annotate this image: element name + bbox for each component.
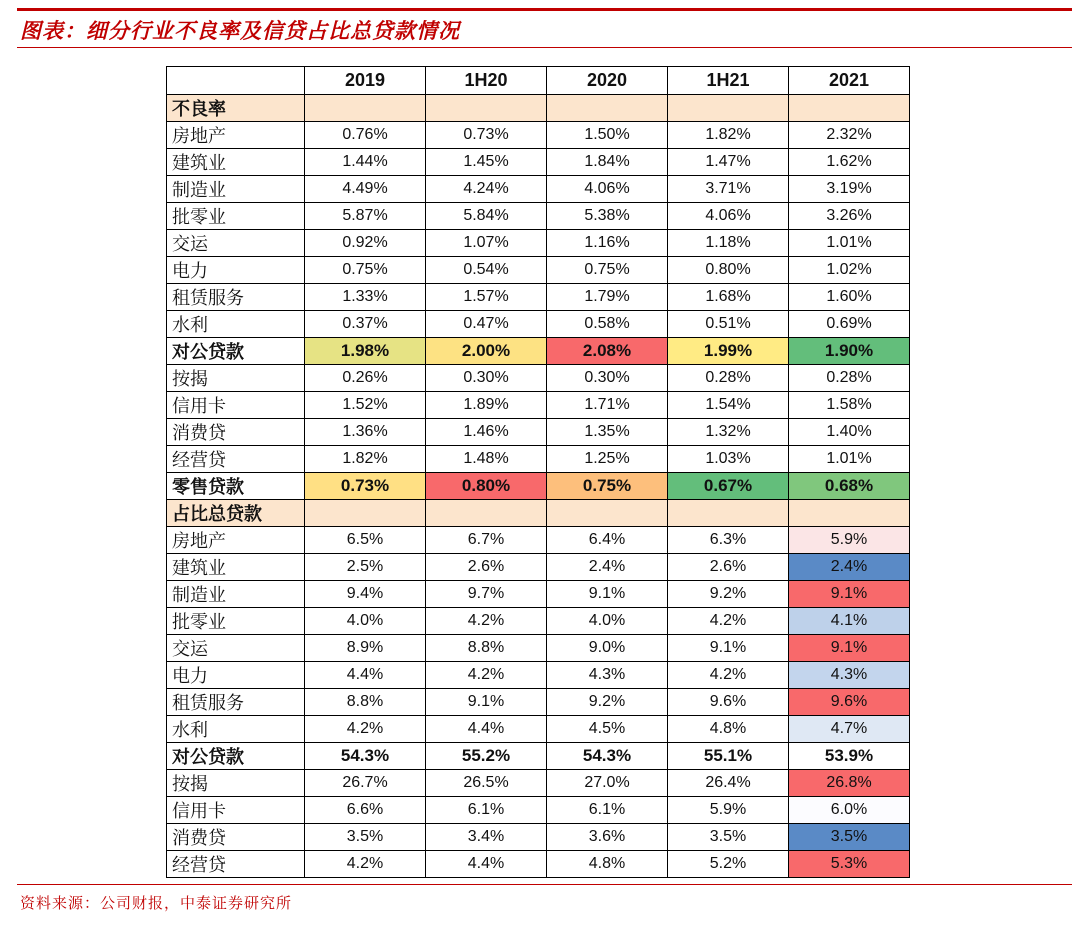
section-empty-cell bbox=[789, 95, 910, 122]
value-cell: 27.0% bbox=[547, 770, 668, 797]
value-cell: 4.06% bbox=[547, 176, 668, 203]
value-cell: 9.2% bbox=[668, 581, 789, 608]
value-cell: 3.5% bbox=[789, 824, 910, 851]
value-cell: 4.2% bbox=[305, 716, 426, 743]
value-cell: 4.49% bbox=[305, 176, 426, 203]
row-label: 批零业 bbox=[167, 608, 305, 635]
table-row bbox=[167, 176, 910, 203]
value-cell: 0.75% bbox=[547, 473, 668, 500]
value-cell: 1.44% bbox=[305, 149, 426, 176]
row-label: 零售贷款 bbox=[167, 473, 305, 500]
value-cell: 8.8% bbox=[426, 635, 547, 662]
table-row bbox=[167, 770, 910, 797]
row-label: 批零业 bbox=[167, 203, 305, 230]
table-row bbox=[167, 338, 910, 365]
bottom-rule bbox=[17, 884, 1072, 885]
value-cell: 5.38% bbox=[547, 203, 668, 230]
value-cell: 53.9% bbox=[789, 743, 910, 770]
value-cell: 1.36% bbox=[305, 419, 426, 446]
row-label: 租赁服务 bbox=[167, 284, 305, 311]
row-label: 水利 bbox=[167, 716, 305, 743]
row-label: 交运 bbox=[167, 635, 305, 662]
row-label: 电力 bbox=[167, 257, 305, 284]
table-row bbox=[167, 203, 910, 230]
value-cell: 8.8% bbox=[305, 689, 426, 716]
value-cell: 3.71% bbox=[668, 176, 789, 203]
value-cell: 9.1% bbox=[668, 635, 789, 662]
value-cell: 3.5% bbox=[668, 824, 789, 851]
value-cell: 55.2% bbox=[426, 743, 547, 770]
value-cell: 0.73% bbox=[426, 122, 547, 149]
value-cell: 5.87% bbox=[305, 203, 426, 230]
column-header: 2020 bbox=[547, 67, 668, 95]
section-header-row bbox=[167, 95, 910, 122]
value-cell: 9.1% bbox=[547, 581, 668, 608]
top-rule bbox=[17, 8, 1072, 11]
section-empty-cell bbox=[547, 500, 668, 527]
value-cell: 1.47% bbox=[668, 149, 789, 176]
value-cell: 3.26% bbox=[789, 203, 910, 230]
value-cell: 5.9% bbox=[789, 527, 910, 554]
value-cell: 5.84% bbox=[426, 203, 547, 230]
table-row bbox=[167, 257, 910, 284]
value-cell: 4.5% bbox=[547, 716, 668, 743]
value-cell: 4.2% bbox=[426, 608, 547, 635]
table-row bbox=[167, 581, 910, 608]
section-empty-cell bbox=[668, 500, 789, 527]
value-cell: 6.1% bbox=[426, 797, 547, 824]
value-cell: 1.90% bbox=[789, 338, 910, 365]
table-row bbox=[167, 419, 910, 446]
value-cell: 4.4% bbox=[305, 662, 426, 689]
value-cell: 6.5% bbox=[305, 527, 426, 554]
row-label: 制造业 bbox=[167, 176, 305, 203]
row-label: 消费贷 bbox=[167, 824, 305, 851]
value-cell: 0.92% bbox=[305, 230, 426, 257]
value-cell: 4.06% bbox=[668, 203, 789, 230]
section-empty-cell bbox=[305, 95, 426, 122]
value-cell: 0.76% bbox=[305, 122, 426, 149]
section-empty-cell bbox=[547, 95, 668, 122]
value-cell: 1.68% bbox=[668, 284, 789, 311]
column-header: 1H20 bbox=[426, 67, 547, 95]
value-cell: 0.75% bbox=[305, 257, 426, 284]
row-label: 按揭 bbox=[167, 770, 305, 797]
value-cell: 1.89% bbox=[426, 392, 547, 419]
value-cell: 0.37% bbox=[305, 311, 426, 338]
value-cell: 1.98% bbox=[305, 338, 426, 365]
value-cell: 4.4% bbox=[426, 716, 547, 743]
value-cell: 2.08% bbox=[547, 338, 668, 365]
value-cell: 4.0% bbox=[305, 608, 426, 635]
value-cell: 0.58% bbox=[547, 311, 668, 338]
value-cell: 1.52% bbox=[305, 392, 426, 419]
table-row bbox=[167, 851, 910, 878]
table-row bbox=[167, 635, 910, 662]
value-cell: 5.3% bbox=[789, 851, 910, 878]
value-cell: 9.7% bbox=[426, 581, 547, 608]
value-cell: 1.99% bbox=[668, 338, 789, 365]
row-label: 按揭 bbox=[167, 365, 305, 392]
value-cell: 4.24% bbox=[426, 176, 547, 203]
value-cell: 4.4% bbox=[426, 851, 547, 878]
table-row bbox=[167, 527, 910, 554]
value-cell: 1.58% bbox=[789, 392, 910, 419]
value-cell: 26.7% bbox=[305, 770, 426, 797]
value-cell: 0.80% bbox=[426, 473, 547, 500]
value-cell: 9.6% bbox=[668, 689, 789, 716]
value-cell: 0.30% bbox=[426, 365, 547, 392]
value-cell: 1.25% bbox=[547, 446, 668, 473]
value-cell: 3.6% bbox=[547, 824, 668, 851]
table-row bbox=[167, 122, 910, 149]
value-cell: 1.07% bbox=[426, 230, 547, 257]
row-label: 建筑业 bbox=[167, 554, 305, 581]
table-row bbox=[167, 662, 910, 689]
section-empty-cell bbox=[668, 95, 789, 122]
value-cell: 1.01% bbox=[789, 446, 910, 473]
data-table bbox=[166, 66, 910, 878]
value-cell: 0.28% bbox=[789, 365, 910, 392]
value-cell: 1.45% bbox=[426, 149, 547, 176]
table-row bbox=[167, 230, 910, 257]
column-header: 1H21 bbox=[668, 67, 789, 95]
value-cell: 6.6% bbox=[305, 797, 426, 824]
value-cell: 1.54% bbox=[668, 392, 789, 419]
value-cell: 4.0% bbox=[547, 608, 668, 635]
section-empty-cell bbox=[305, 500, 426, 527]
table-row bbox=[167, 392, 910, 419]
value-cell: 55.1% bbox=[668, 743, 789, 770]
value-cell: 6.3% bbox=[668, 527, 789, 554]
section-title: 不良率 bbox=[167, 95, 305, 122]
column-header: 2019 bbox=[305, 67, 426, 95]
value-cell: 1.35% bbox=[547, 419, 668, 446]
value-cell: 1.33% bbox=[305, 284, 426, 311]
value-cell: 4.2% bbox=[668, 608, 789, 635]
column-header: 2021 bbox=[789, 67, 910, 95]
value-cell: 2.4% bbox=[789, 554, 910, 581]
value-cell: 0.68% bbox=[789, 473, 910, 500]
value-cell: 2.6% bbox=[426, 554, 547, 581]
row-label: 建筑业 bbox=[167, 149, 305, 176]
value-cell: 0.73% bbox=[305, 473, 426, 500]
value-cell: 1.60% bbox=[789, 284, 910, 311]
value-cell: 8.9% bbox=[305, 635, 426, 662]
value-cell: 26.4% bbox=[668, 770, 789, 797]
title-rule bbox=[17, 47, 1072, 48]
value-cell: 2.5% bbox=[305, 554, 426, 581]
table-row bbox=[167, 797, 910, 824]
table-row bbox=[167, 608, 910, 635]
value-cell: 0.51% bbox=[668, 311, 789, 338]
value-cell: 1.32% bbox=[668, 419, 789, 446]
section-title: 占比总贷款 bbox=[167, 500, 305, 527]
value-cell: 6.7% bbox=[426, 527, 547, 554]
value-cell: 54.3% bbox=[305, 743, 426, 770]
value-cell: 9.6% bbox=[789, 689, 910, 716]
value-cell: 1.01% bbox=[789, 230, 910, 257]
value-cell: 9.1% bbox=[426, 689, 547, 716]
figure-title: 图表：细分行业不良率及信贷占比总贷款情况 bbox=[20, 18, 460, 43]
table-row bbox=[167, 716, 910, 743]
value-cell: 26.8% bbox=[789, 770, 910, 797]
value-cell: 1.82% bbox=[668, 122, 789, 149]
table-row bbox=[167, 446, 910, 473]
column-header bbox=[167, 67, 305, 95]
value-cell: 0.80% bbox=[668, 257, 789, 284]
row-label: 经营贷 bbox=[167, 851, 305, 878]
table-row bbox=[167, 365, 910, 392]
value-cell: 4.8% bbox=[668, 716, 789, 743]
value-cell: 2.4% bbox=[547, 554, 668, 581]
table-row bbox=[167, 284, 910, 311]
value-cell: 4.8% bbox=[547, 851, 668, 878]
value-cell: 26.5% bbox=[426, 770, 547, 797]
row-label: 信用卡 bbox=[167, 392, 305, 419]
row-label: 水利 bbox=[167, 311, 305, 338]
section-empty-cell bbox=[426, 500, 547, 527]
row-label: 消费贷 bbox=[167, 419, 305, 446]
value-cell: 0.75% bbox=[547, 257, 668, 284]
value-cell: 9.1% bbox=[789, 581, 910, 608]
value-cell: 6.0% bbox=[789, 797, 910, 824]
value-cell: 4.1% bbox=[789, 608, 910, 635]
value-cell: 0.28% bbox=[668, 365, 789, 392]
value-cell: 1.50% bbox=[547, 122, 668, 149]
value-cell: 1.48% bbox=[426, 446, 547, 473]
value-cell: 5.9% bbox=[668, 797, 789, 824]
table-body bbox=[167, 95, 910, 878]
value-cell: 9.4% bbox=[305, 581, 426, 608]
table-row bbox=[167, 149, 910, 176]
value-cell: 0.69% bbox=[789, 311, 910, 338]
value-cell: 4.7% bbox=[789, 716, 910, 743]
value-cell: 0.26% bbox=[305, 365, 426, 392]
section-header-row bbox=[167, 500, 910, 527]
row-label: 信用卡 bbox=[167, 797, 305, 824]
value-cell: 1.46% bbox=[426, 419, 547, 446]
value-cell: 54.3% bbox=[547, 743, 668, 770]
row-label: 对公贷款 bbox=[167, 743, 305, 770]
row-label: 电力 bbox=[167, 662, 305, 689]
row-label: 租赁服务 bbox=[167, 689, 305, 716]
value-cell: 1.40% bbox=[789, 419, 910, 446]
value-cell: 1.79% bbox=[547, 284, 668, 311]
value-cell: 1.02% bbox=[789, 257, 910, 284]
header-row bbox=[167, 67, 910, 95]
value-cell: 1.18% bbox=[668, 230, 789, 257]
value-cell: 1.57% bbox=[426, 284, 547, 311]
row-label: 经营贷 bbox=[167, 446, 305, 473]
source-note: 资料来源：公司财报，中泰证券研究所 bbox=[20, 894, 293, 912]
value-cell: 4.2% bbox=[305, 851, 426, 878]
section-empty-cell bbox=[426, 95, 547, 122]
section-empty-cell bbox=[789, 500, 910, 527]
value-cell: 9.0% bbox=[547, 635, 668, 662]
value-cell: 2.32% bbox=[789, 122, 910, 149]
row-label: 房地产 bbox=[167, 122, 305, 149]
value-cell: 6.4% bbox=[547, 527, 668, 554]
value-cell: 9.1% bbox=[789, 635, 910, 662]
value-cell: 4.3% bbox=[789, 662, 910, 689]
table-row bbox=[167, 554, 910, 581]
value-cell: 0.67% bbox=[668, 473, 789, 500]
value-cell: 3.5% bbox=[305, 824, 426, 851]
row-label: 房地产 bbox=[167, 527, 305, 554]
value-cell: 1.03% bbox=[668, 446, 789, 473]
value-cell: 1.71% bbox=[547, 392, 668, 419]
value-cell: 5.2% bbox=[668, 851, 789, 878]
value-cell: 4.2% bbox=[668, 662, 789, 689]
value-cell: 9.2% bbox=[547, 689, 668, 716]
row-label: 交运 bbox=[167, 230, 305, 257]
value-cell: 0.30% bbox=[547, 365, 668, 392]
value-cell: 1.82% bbox=[305, 446, 426, 473]
table-row bbox=[167, 311, 910, 338]
table-row bbox=[167, 689, 910, 716]
value-cell: 3.4% bbox=[426, 824, 547, 851]
value-cell: 4.2% bbox=[426, 662, 547, 689]
value-cell: 6.1% bbox=[547, 797, 668, 824]
value-cell: 3.19% bbox=[789, 176, 910, 203]
value-cell: 2.00% bbox=[426, 338, 547, 365]
value-cell: 1.16% bbox=[547, 230, 668, 257]
value-cell: 0.54% bbox=[426, 257, 547, 284]
row-label: 对公贷款 bbox=[167, 338, 305, 365]
table-row bbox=[167, 743, 910, 770]
value-cell: 4.3% bbox=[547, 662, 668, 689]
row-label: 制造业 bbox=[167, 581, 305, 608]
value-cell: 0.47% bbox=[426, 311, 547, 338]
value-cell: 1.62% bbox=[789, 149, 910, 176]
value-cell: 2.6% bbox=[668, 554, 789, 581]
table-row bbox=[167, 824, 910, 851]
value-cell: 1.84% bbox=[547, 149, 668, 176]
table-row bbox=[167, 473, 910, 500]
